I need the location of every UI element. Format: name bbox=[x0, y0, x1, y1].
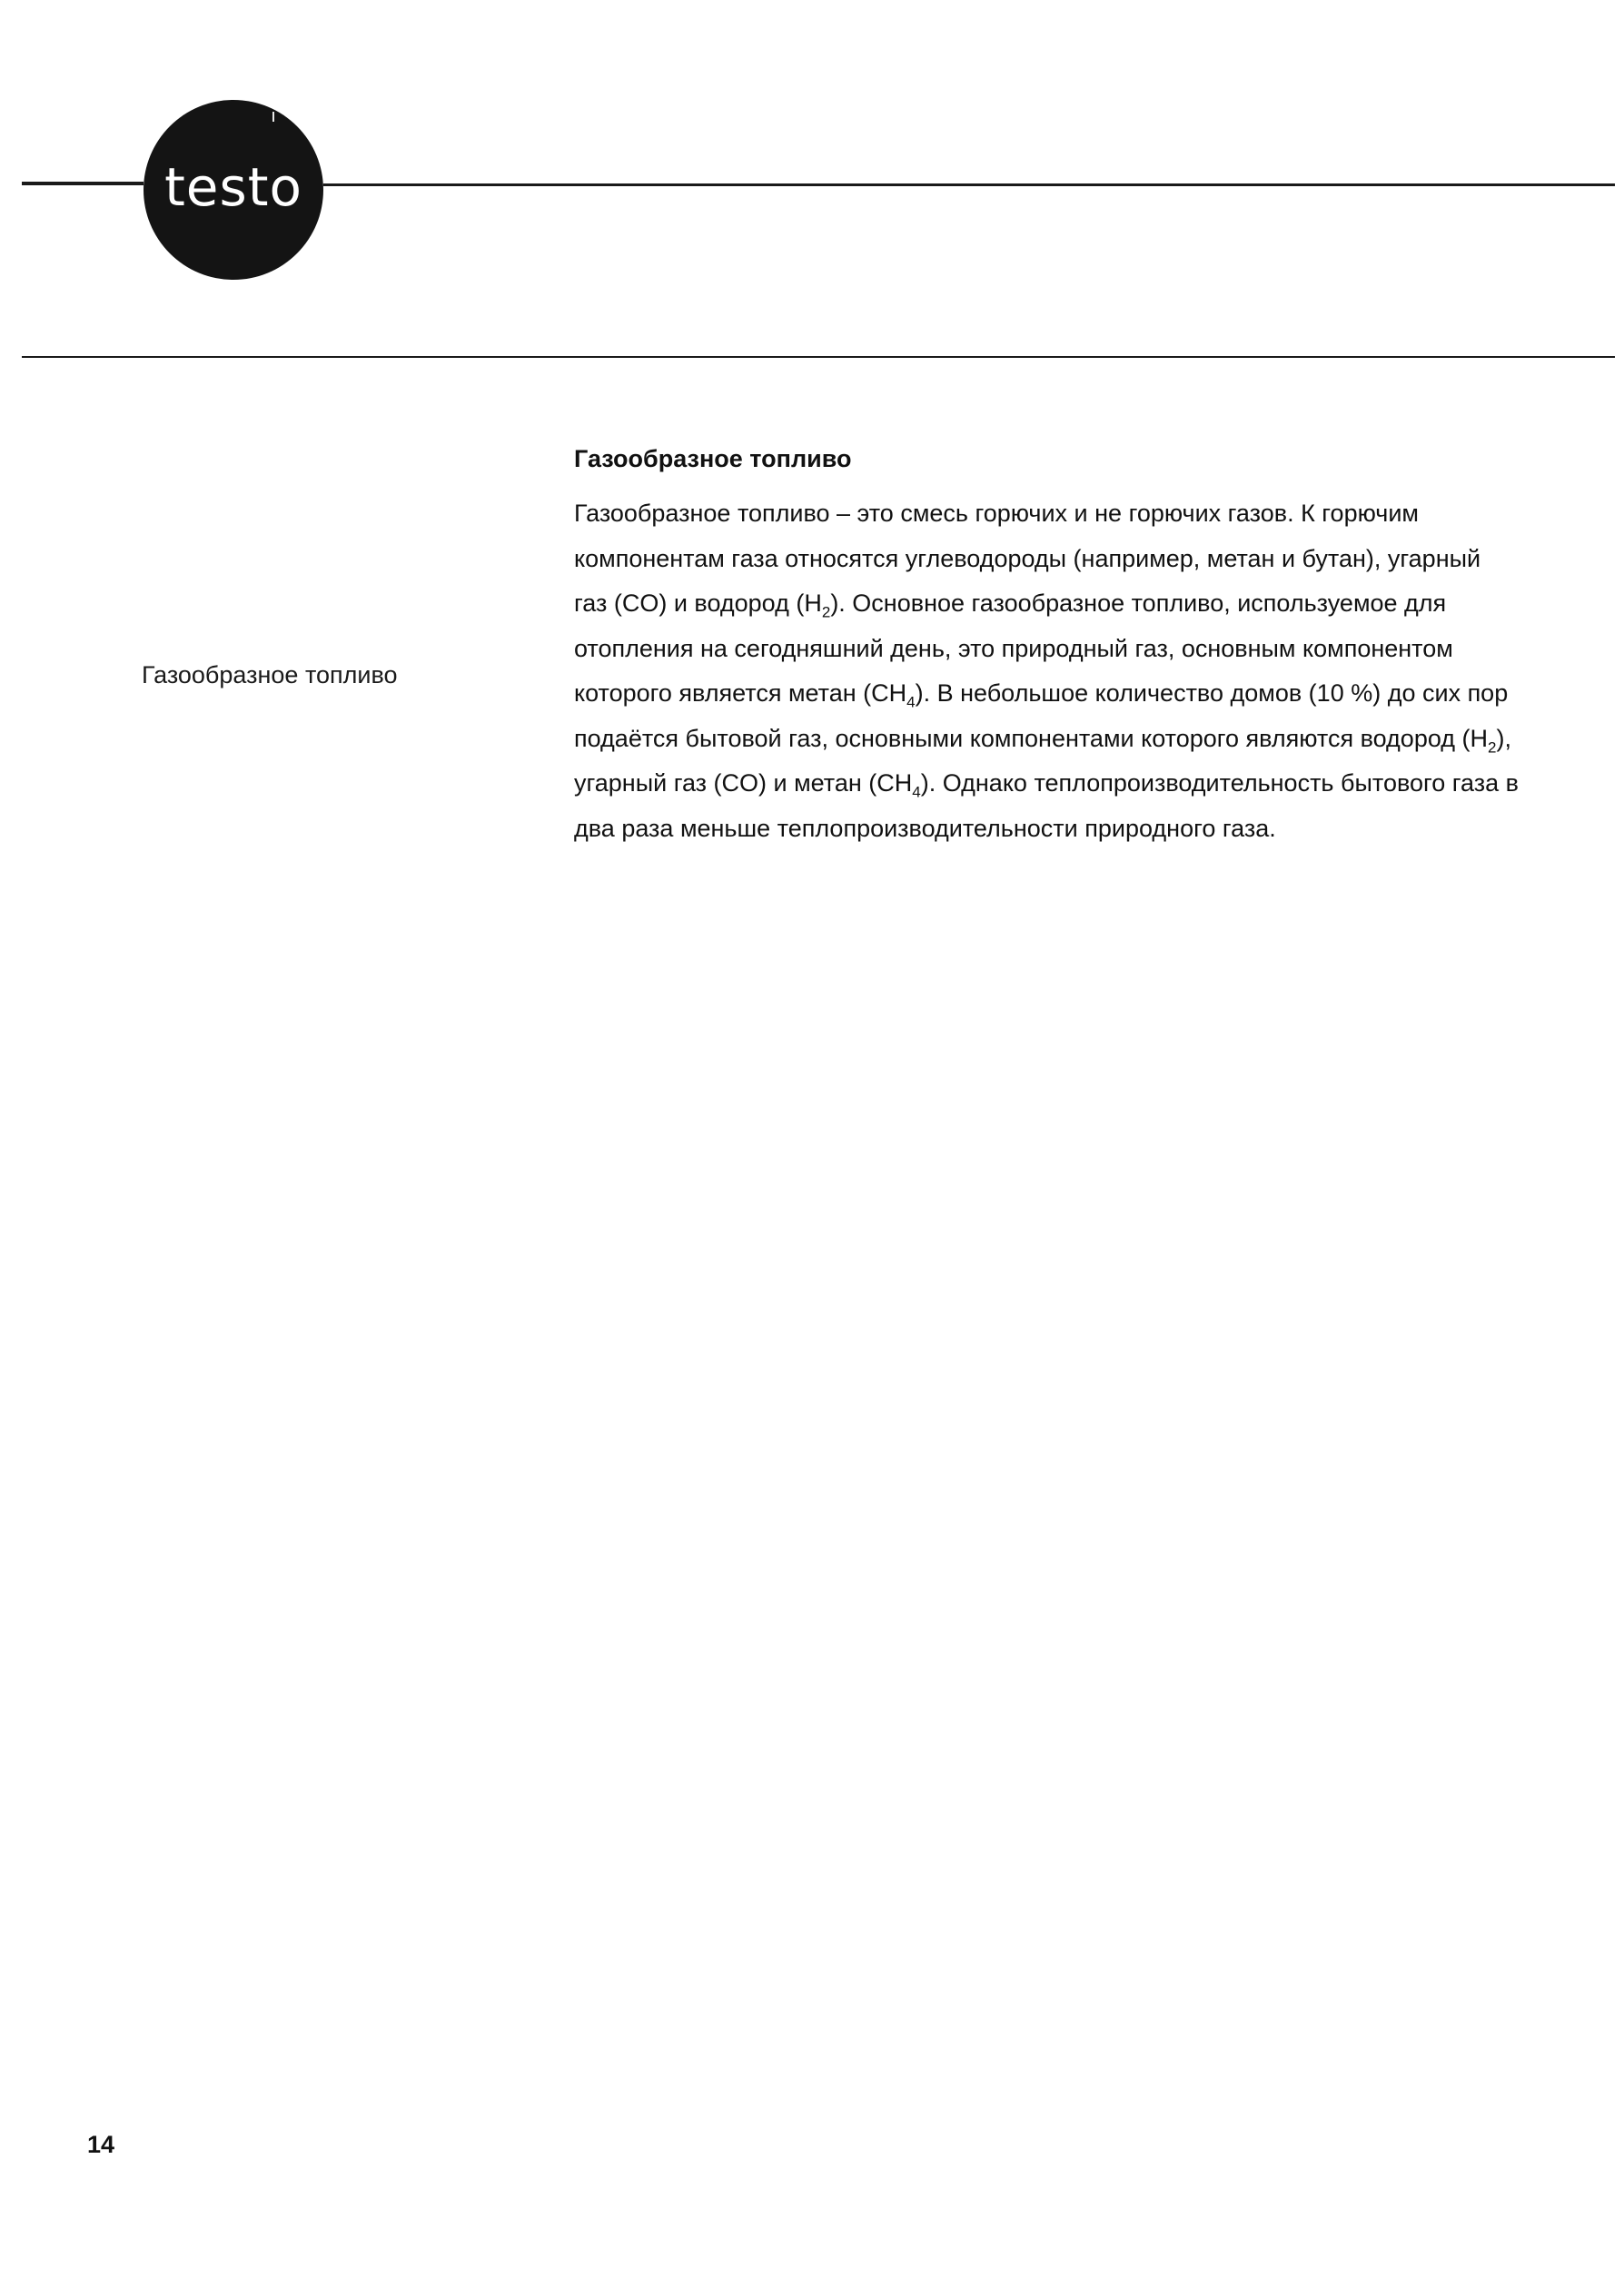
text-run: ). Однако теплопроизводительность бытового газа в bbox=[920, 769, 1519, 797]
section-paragraph bbox=[574, 491, 1546, 851]
text-run: ), bbox=[1496, 724, 1511, 752]
text-run: два раза меньше теплопроизводительности природного газа. bbox=[574, 814, 1276, 842]
section-divider bbox=[22, 356, 1615, 358]
logo-text: testo bbox=[164, 156, 302, 218]
paragraph-line bbox=[574, 761, 1546, 807]
text-run: отопления на сегодняшний день, это природный газ, основным компонентом bbox=[574, 634, 1453, 662]
paragraph-line bbox=[574, 807, 1546, 852]
header-rule-right bbox=[323, 183, 1615, 186]
testo-logo bbox=[144, 100, 323, 280]
paragraph-line bbox=[574, 491, 1546, 537]
text-run: ). В небольшое количество домов (10 %) до сих пор bbox=[915, 679, 1509, 707]
text-run: подаётся бытовой газ, основными компонентами которого являются водород (H bbox=[574, 724, 1489, 752]
text-run: компонентам газа относятся углеводороды (например, метан и бутан), угарный bbox=[574, 544, 1481, 572]
text-run: Газообразное топливо – это смесь горючих и не горючих газов. К горючим bbox=[574, 500, 1419, 527]
paragraph-line bbox=[574, 671, 1546, 717]
text-run: которого является метан (CH bbox=[574, 679, 907, 707]
subscript: 4 bbox=[912, 783, 921, 801]
paragraph-line bbox=[574, 581, 1546, 627]
margin-label: Газообразное топливо bbox=[142, 661, 398, 688]
paragraph-line bbox=[574, 537, 1546, 582]
section-heading: Газообразное топливо bbox=[574, 445, 852, 472]
text-run: угарный газ (CO) и метан (CH bbox=[574, 769, 913, 797]
subscript: 2 bbox=[821, 603, 831, 621]
subscript: 4 bbox=[906, 693, 916, 711]
header-rule-left bbox=[22, 182, 144, 185]
logo-mark-icon bbox=[272, 112, 274, 122]
subscript: 2 bbox=[1488, 738, 1497, 756]
page-number: 14 bbox=[87, 2131, 115, 2158]
paragraph-line bbox=[574, 627, 1546, 672]
text-run: газ (CO) и водород (H bbox=[574, 589, 822, 617]
section-content bbox=[574, 445, 1546, 851]
paragraph-line bbox=[574, 717, 1546, 762]
text-run: ). Основное газообразное топливо, используемое для bbox=[830, 589, 1447, 617]
